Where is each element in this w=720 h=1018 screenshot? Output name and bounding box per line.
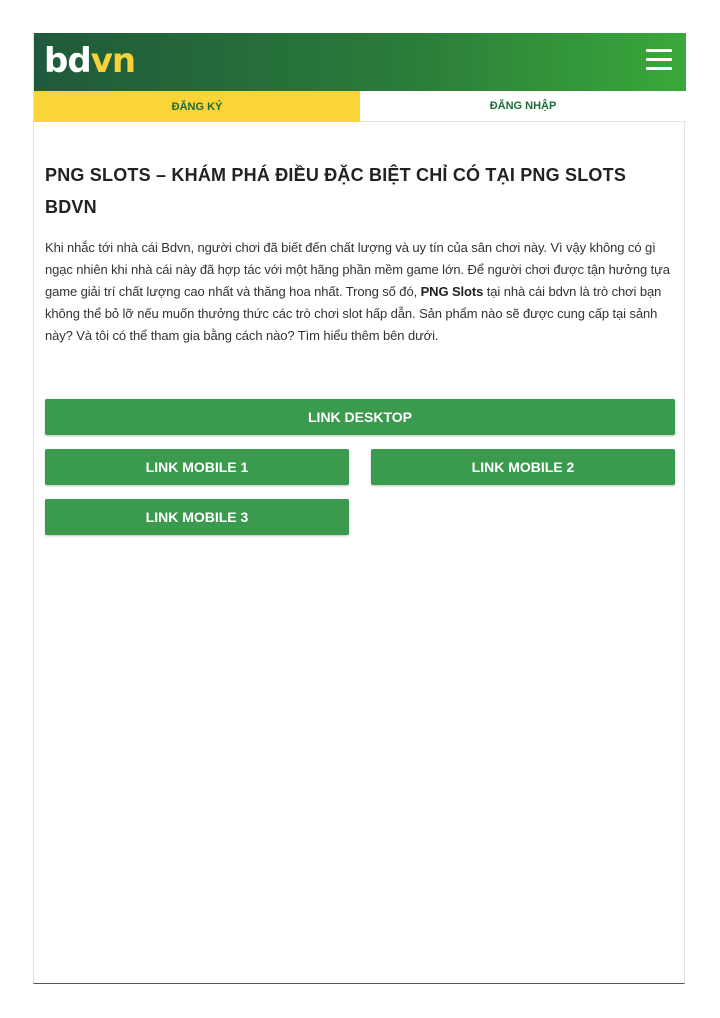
link-desktop-button[interactable]: LINK DESKTOP [45, 399, 675, 435]
intro-text-start: Khi nhắc tới nhà cái Bdvn, người chơi đã biết đến chất lượng và uy tín của sân chơi này. Vì vậy không có gì ngạc nhiên khi nhà cái này đã hợp tác với một hãng phần mềm game lớn. Để người chơi được tận hưởng tựa game giải trí chất lượng cao nhất và thăng hoa nhất. Trong số đó, [45, 240, 670, 299]
site-header [34, 33, 686, 91]
login-button[interactable]: ĐĂNG NHẬP [360, 91, 686, 122]
link-mobile-3-button[interactable]: LINK MOBILE 3 [45, 499, 349, 535]
logo-accent-text: vn [90, 41, 136, 81]
png-slots-highlight: PNG Slots [420, 284, 484, 299]
page-card [33, 33, 685, 984]
intro-text-end: tại nhà cái bdvn là trò chơi bạn không thể bỏ lỡ nếu muốn thưởng thức các trò chơi slot hấp dẫn. Sản phẩm nào sẽ được cung cấp tại sảnh này? Và tôi có thể tham gia bằng cách nào? Tìm hiểu thêm bên dưới. [45, 284, 662, 343]
link-mobile-2-button[interactable]: LINK MOBILE 2 [371, 449, 675, 485]
register-button[interactable]: ĐĂNG KÝ [34, 91, 360, 122]
hamburger-menu-icon[interactable] [646, 49, 672, 71]
auth-bar [34, 91, 686, 122]
bdvn-logo[interactable] [44, 41, 135, 81]
link-mobile-1-button[interactable]: LINK MOBILE 1 [45, 449, 349, 485]
intro-paragraph [45, 237, 677, 347]
logo-main-text: bd [44, 41, 91, 81]
page-title: PNG SLOTS – KHÁM PHÁ ĐIỀU ĐẶC BIỆT CHỈ CÓ TẠI PNG SLOTS BDVN [45, 165, 627, 217]
